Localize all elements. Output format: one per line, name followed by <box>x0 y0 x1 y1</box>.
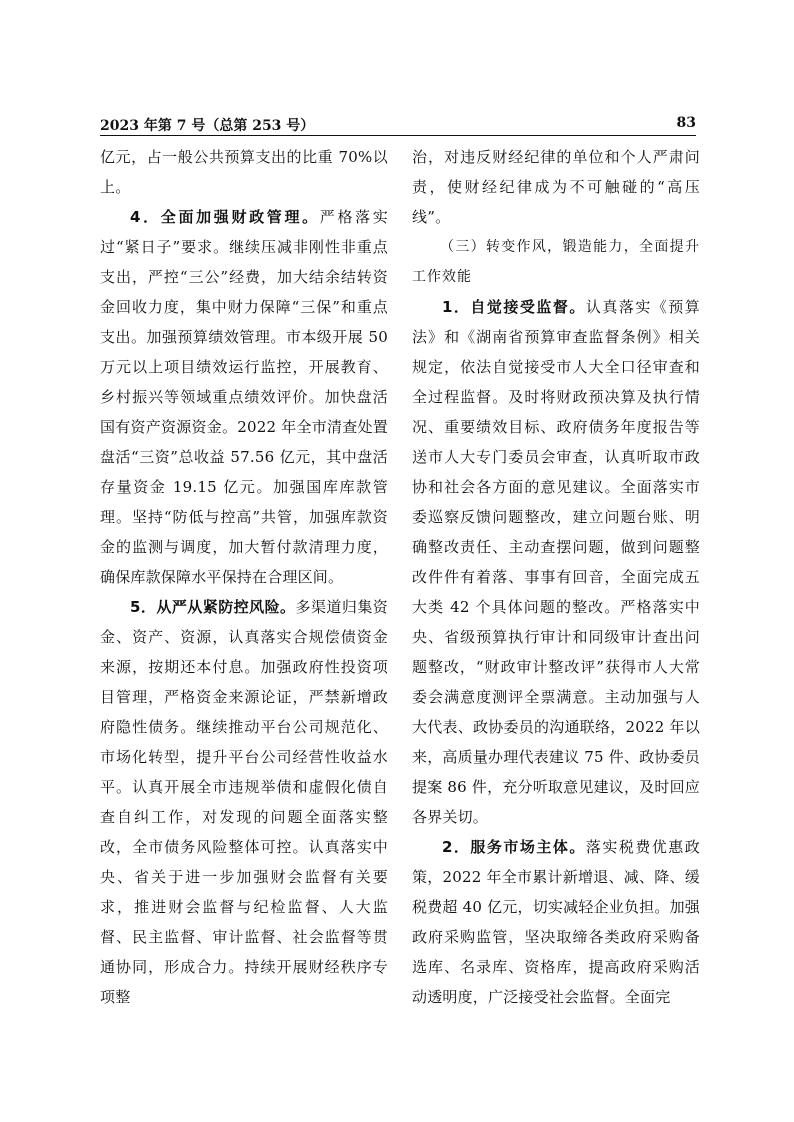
issue-info: 2023 年第 7 号（总第 253 号） <box>100 118 315 134</box>
paragraph-supervision <box>412 292 700 832</box>
paragraph-text: 落实税费优惠政策，2022 年全市累计新增退、减、降、缓税费超 40 亿元，切实减轻企业负担。加强政府采购监管，坚决取缔各类政府采购备选库、名录库、资格库，提高政府采购活动透明度，广泛接受社会监督。全面完 <box>412 838 700 1006</box>
section-heading: 2．服务市场主体。 <box>442 838 586 856</box>
paragraph-text: 多渠道归集资金、资产、资源，认真落实合规偿债资金来源，按期还本付息。加强政府性投资项目管理，严格资金来源论证，严禁新增政府隐性债务。继续推动平台公司规范化、市场化转型，提升平台公司经营性收益水平。认真开展全市违规举债和虚假化债自查自纠工作，对发现的问题全面落实整改，全市债务风险整体可控。认真落实中央、省关于进一步加强财会监督有关要求，推进财会监督与纪检监督、人大监督、民主监督、审计监督、社会监督等贯通协同，形成合力。持续开展财经秩序专项整 <box>100 598 388 1006</box>
paragraph-risk-control <box>100 592 388 1012</box>
section-heading: 4．全面加强财政管理。 <box>130 208 320 226</box>
paragraph-text: 认真落实《预算法》和《湖南省预算审查监督条例》相关规定，依法自觉接受市人大全口径审查和全过程监督。及时将财政预决算及执行情况、重要绩效目标、政府债务年度报告等送市人大专门委员会审查，认真听取市政协和社会各方面的意见建议。全面落实市委巡察反馈问题整改，建立问题台账、明确整改责任、主动查摆问题，做到问题整改件件有着落、事事有回音，全面完成五大类 42 个具体问题的整改。严格落实中央、省级预算执行审计和同级审计查出问题整改，“财政审计整改评”获得市人大常委会满意度测评全票满意。主动加强与人大代表、政协委员的沟通联络，2022 年以来，高质量办理代表建议 75 件、政协委员提案 86 件，充分听取意见建议，及时回应各界关切。 <box>412 298 700 826</box>
left-column <box>100 142 388 1012</box>
paragraph-finance-management <box>100 202 388 592</box>
paragraph-text: 严格落实过“紧日子”要求。继续压减非刚性非重点支出，严控“三公”经费，加大结余结转资金回收力度，集中财力保障“三保”和重点支出。加强预算绩效管理。市本级开展 50 万元以上项目绩效运行监控，开展教育、乡村振兴等领域重点绩效评价。加快盘活国有资产资源资金。2022 年全市清查处置盘活“三资”总收益 57.56 亿元，其中盘活存量资金 19.15 亿元。加强国库库款管理。坚持“防低与控高”共管，加强库款资金的监测与调度，加大暂付款清理力度，确保库款保障水平保持在合理区间。 <box>100 208 389 586</box>
paragraph-market-entities <box>412 832 700 1012</box>
right-column <box>412 142 700 1012</box>
paragraph-continued: 亿元，占一般公共预算支出的比重 70%以上。 <box>100 148 388 196</box>
page-number: 83 <box>676 115 696 131</box>
section-heading: 1．自觉接受监督。 <box>442 298 586 316</box>
header-rule <box>100 135 696 136</box>
section-heading: 5．从严从紧防控风险。 <box>130 598 296 616</box>
subsection-heading: （三）转变作风，锻造能力，全面提升工作效能 <box>412 239 700 285</box>
page-header <box>100 115 696 137</box>
paragraph-continued: 治，对违反财经纪律的单位和个人严肃问责，使财经纪律成为不可触碰的“高压线”。 <box>412 148 700 226</box>
